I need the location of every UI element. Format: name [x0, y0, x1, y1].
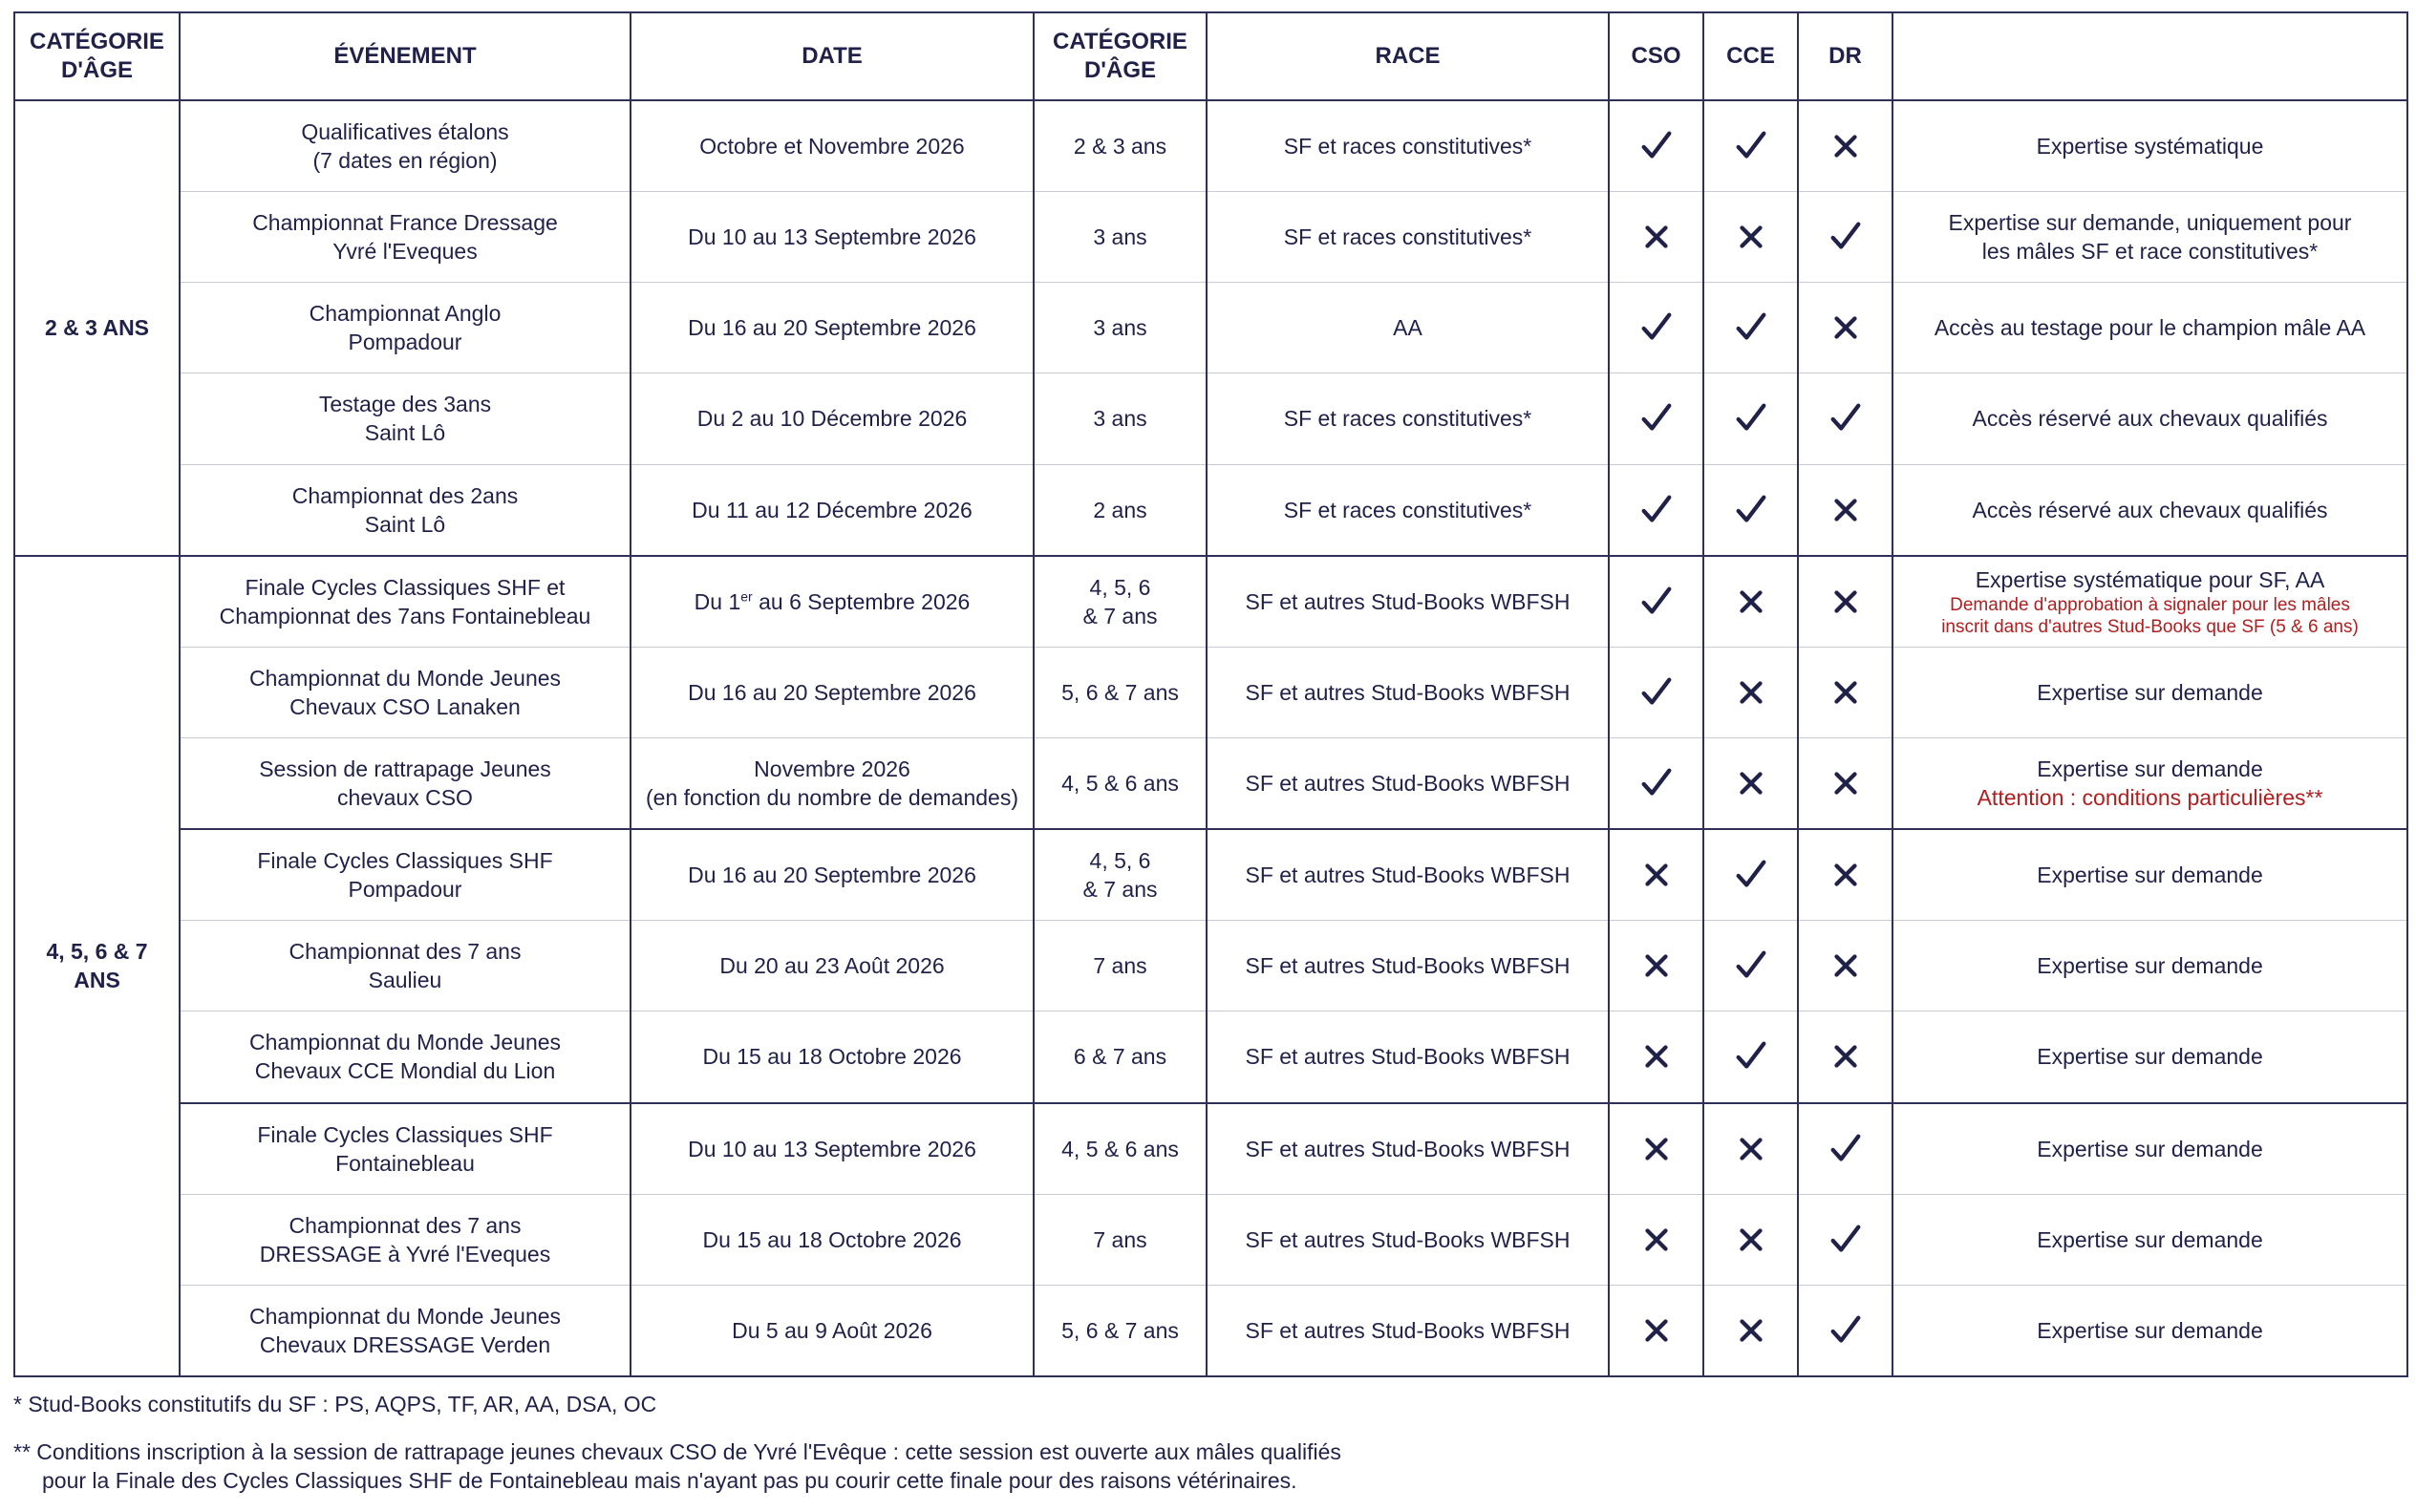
table-row — [14, 556, 2407, 648]
date-cell: Du 15 au 18 Octobre 2026 — [631, 1012, 1034, 1103]
race-cell: SF et autres Stud-Books WBFSH — [1207, 737, 1609, 829]
check-icon — [1733, 1038, 1769, 1075]
date-cell: Du 20 au 23 Août 2026 — [631, 921, 1034, 1012]
dr-cell — [1798, 1194, 1892, 1285]
note-text: Expertise sur demande — [2037, 1226, 2263, 1252]
table-body — [14, 100, 2407, 1376]
race-cell: SF et autres Stud-Books WBFSH — [1207, 1103, 1609, 1195]
category-cell: 5, 6 & 7 ans — [1034, 1285, 1207, 1376]
cce-cell — [1703, 464, 1798, 556]
header-cso: CSO — [1609, 12, 1703, 100]
note-text: Accès au testage pour le champion mâle AA — [1934, 315, 2366, 341]
note-text: Expertise sur demande — [2037, 1044, 2263, 1070]
check-icon — [1733, 400, 1769, 437]
race-cell: SF et autres Stud-Books WBFSH — [1207, 647, 1609, 737]
dr-cell — [1798, 647, 1892, 737]
check-icon — [1828, 219, 1864, 255]
dr-cell — [1798, 737, 1892, 829]
race-cell: AA — [1207, 283, 1609, 373]
cso-cell — [1609, 1012, 1703, 1103]
cross-icon — [1638, 1312, 1675, 1349]
check-icon — [1733, 492, 1769, 528]
check-icon — [1828, 1131, 1864, 1167]
category-cell: 7 ans — [1034, 1194, 1207, 1285]
check-icon — [1733, 948, 1769, 984]
cce-cell — [1703, 1194, 1798, 1285]
note-cell — [1892, 921, 2407, 1012]
note-cell — [1892, 1103, 2407, 1195]
header-row — [14, 12, 2407, 100]
race-cell: SF et races constitutives* — [1207, 373, 1609, 464]
event-cell: Finale Cycles Classiques SHF et Championnat des 7ans Fontainebleau — [180, 556, 631, 648]
event-cell: Championnat Anglo Pompadour — [180, 283, 631, 373]
note-cell — [1892, 829, 2407, 921]
cross-icon — [1638, 219, 1675, 255]
date-cell: Du 16 au 20 Septembre 2026 — [631, 829, 1034, 921]
event-cell: Finale Cycles Classiques SHF Fontainebleau — [180, 1103, 631, 1195]
table-row — [14, 1194, 2407, 1285]
note-cell — [1892, 647, 2407, 737]
table-row — [14, 1285, 2407, 1376]
category-cell: 7 ans — [1034, 921, 1207, 1012]
note-cell — [1892, 192, 2407, 283]
cso-cell — [1609, 1285, 1703, 1376]
category-cell: 4, 5 & 6 ans — [1034, 737, 1207, 829]
dr-cell — [1798, 373, 1892, 464]
race-cell: SF et autres Stud-Books WBFSH — [1207, 921, 1609, 1012]
cross-icon — [1638, 857, 1675, 893]
cso-cell — [1609, 192, 1703, 283]
race-cell: SF et autres Stud-Books WBFSH — [1207, 1194, 1609, 1285]
race-cell: SF et autres Stud-Books WBFSH — [1207, 556, 1609, 648]
events-table — [13, 11, 2408, 1377]
header-dr: DR — [1798, 12, 1892, 100]
note-warning-small: Demande d'approbation à signaler pour les mâles inscrit dans d'autres Stud-Books que SF (5 & 6 ans) — [1941, 594, 2359, 637]
header-race: RACE — [1207, 12, 1609, 100]
event-cell: Testage des 3ans Saint Lô — [180, 373, 631, 464]
race-cell: SF et races constitutives* — [1207, 464, 1609, 556]
check-icon — [1733, 128, 1769, 164]
note-text: Expertise sur demande — [2037, 679, 2263, 705]
note-cell — [1892, 1012, 2407, 1103]
cross-icon — [1828, 857, 1864, 893]
note-text: Expertise sur demande — [2037, 1136, 2263, 1161]
note-warning: Attention : conditions particulières** — [1977, 785, 2323, 811]
check-icon — [1638, 128, 1675, 164]
note-cell — [1892, 464, 2407, 556]
date-ordinal: er — [740, 588, 753, 605]
table-row — [14, 373, 2407, 464]
check-icon — [1733, 857, 1769, 893]
cce-cell — [1703, 921, 1798, 1012]
date-text: Du 1 — [694, 588, 741, 614]
event-cell: Championnat des 7 ans Saulieu — [180, 921, 631, 1012]
event-cell: Championnat du Monde Jeunes Chevaux DRESSAGE Verden — [180, 1285, 631, 1376]
cross-icon — [1828, 765, 1864, 801]
cross-icon — [1638, 1038, 1675, 1075]
dr-cell — [1798, 1285, 1892, 1376]
age-group-cell: 2 & 3 ANS — [14, 100, 180, 556]
header-event: ÉVÉNEMENT — [180, 12, 631, 100]
check-icon — [1638, 400, 1675, 437]
table-row — [14, 647, 2407, 737]
category-cell: 2 ans — [1034, 464, 1207, 556]
footnote-studbooks: * Stud-Books constitutifs du SF : PS, AQPS, TF, AR, AA, DSA, OC — [13, 1392, 657, 1416]
cce-cell — [1703, 100, 1798, 192]
cce-cell — [1703, 556, 1798, 648]
table-row — [14, 283, 2407, 373]
cso-cell — [1609, 647, 1703, 737]
check-icon — [1638, 674, 1675, 711]
cce-cell — [1703, 647, 1798, 737]
cross-icon — [1638, 1131, 1675, 1167]
date-cell: Du 16 au 20 Septembre 2026 — [631, 647, 1034, 737]
note-text: Expertise sur demande, uniquement pour les mâles SF et race constitutives* — [1948, 210, 2352, 265]
table-row — [14, 464, 2407, 556]
cross-icon — [1828, 674, 1864, 711]
check-icon — [1828, 1312, 1864, 1349]
cross-icon — [1828, 128, 1864, 164]
race-cell: SF et autres Stud-Books WBFSH — [1207, 1012, 1609, 1103]
note-cell — [1892, 556, 2407, 648]
table-row — [14, 1103, 2407, 1195]
category-cell: 4, 5, 6 & 7 ans — [1034, 556, 1207, 648]
date-cell — [631, 556, 1034, 648]
table-row — [14, 192, 2407, 283]
cce-cell — [1703, 283, 1798, 373]
header-note — [1892, 12, 2407, 100]
date-cell: Du 15 au 18 Octobre 2026 — [631, 1194, 1034, 1285]
cso-cell — [1609, 829, 1703, 921]
cce-cell — [1703, 737, 1798, 829]
note-cell — [1892, 1285, 2407, 1376]
dr-cell — [1798, 921, 1892, 1012]
race-cell: SF et races constitutives* — [1207, 100, 1609, 192]
header-age: CATÉGORIE D'ÂGE — [14, 12, 180, 100]
header-cce: CCE — [1703, 12, 1798, 100]
cross-icon — [1733, 584, 1769, 620]
cce-cell — [1703, 829, 1798, 921]
cce-cell — [1703, 1012, 1798, 1103]
cso-cell — [1609, 373, 1703, 464]
table-row — [14, 100, 2407, 192]
date-cell: Du 10 au 13 Septembre 2026 — [631, 192, 1034, 283]
category-cell: 4, 5 & 6 ans — [1034, 1103, 1207, 1195]
note-text: Expertise sur demande — [2037, 862, 2263, 888]
date-text: au 6 Septembre 2026 — [752, 588, 971, 614]
cross-icon — [1733, 674, 1769, 711]
cce-cell — [1703, 373, 1798, 464]
event-cell: Qualificatives étalons (7 dates en région) — [180, 100, 631, 192]
dr-cell — [1798, 100, 1892, 192]
event-cell: Championnat France Dressage Yvré l'Eveques — [180, 192, 631, 283]
cross-icon — [1828, 492, 1864, 528]
cso-cell — [1609, 100, 1703, 192]
table-row — [14, 1012, 2407, 1103]
race-cell: SF et autres Stud-Books WBFSH — [1207, 1285, 1609, 1376]
cce-cell — [1703, 1285, 1798, 1376]
category-cell: 3 ans — [1034, 192, 1207, 283]
table-row — [14, 829, 2407, 921]
dr-cell — [1798, 829, 1892, 921]
note-text: Accès réservé aux chevaux qualifiés — [1972, 406, 2328, 432]
category-cell: 2 & 3 ans — [1034, 100, 1207, 192]
dr-cell — [1798, 1012, 1892, 1103]
cross-icon — [1733, 1312, 1769, 1349]
check-icon — [1638, 309, 1675, 346]
cross-icon — [1638, 1222, 1675, 1258]
table-row — [14, 737, 2407, 829]
race-cell: SF et races constitutives* — [1207, 192, 1609, 283]
note-text: Expertise sur demande — [2037, 756, 2263, 782]
cce-cell — [1703, 1103, 1798, 1195]
date-cell: Du 11 au 12 Décembre 2026 — [631, 464, 1034, 556]
cross-icon — [1828, 584, 1864, 620]
header-category: CATÉGORIE D'ÂGE — [1034, 12, 1207, 100]
dr-cell — [1798, 1103, 1892, 1195]
event-cell: Championnat des 2ans Saint Lô — [180, 464, 631, 556]
check-icon — [1638, 584, 1675, 620]
category-cell: 3 ans — [1034, 283, 1207, 373]
check-icon — [1638, 492, 1675, 528]
category-cell: 4, 5, 6 & 7 ans — [1034, 829, 1207, 921]
event-cell: Finale Cycles Classiques SHF Pompadour — [180, 829, 631, 921]
race-cell: SF et autres Stud-Books WBFSH — [1207, 829, 1609, 921]
cso-cell — [1609, 737, 1703, 829]
check-icon — [1733, 309, 1769, 346]
cce-cell — [1703, 192, 1798, 283]
cross-icon — [1828, 948, 1864, 984]
note-cell — [1892, 100, 2407, 192]
cross-icon — [1828, 1038, 1864, 1075]
note-text: Accès réservé aux chevaux qualifiés — [1972, 497, 2328, 522]
note-text: Expertise systématique — [2036, 134, 2264, 160]
cso-cell — [1609, 921, 1703, 1012]
note-text: Expertise systématique pour SF, AA — [1975, 566, 2325, 592]
note-cell — [1892, 283, 2407, 373]
dr-cell — [1798, 464, 1892, 556]
note-cell — [1892, 737, 2407, 829]
date-cell: Du 2 au 10 Décembre 2026 — [631, 373, 1034, 464]
cross-icon — [1733, 1131, 1769, 1167]
cross-icon — [1828, 309, 1864, 346]
note-cell — [1892, 1194, 2407, 1285]
note-text: Expertise sur demande — [2037, 1317, 2263, 1343]
check-icon — [1828, 1222, 1864, 1258]
age-group-cell: 4, 5, 6 & 7 ANS — [14, 556, 180, 1376]
date-cell: Du 5 au 9 Août 2026 — [631, 1285, 1034, 1376]
dr-cell — [1798, 556, 1892, 648]
cso-cell — [1609, 464, 1703, 556]
cso-cell — [1609, 556, 1703, 648]
date-cell: Octobre et Novembre 2026 — [631, 100, 1034, 192]
event-cell: Championnat des 7 ans DRESSAGE à Yvré l'Eveques — [180, 1194, 631, 1285]
category-cell: 3 ans — [1034, 373, 1207, 464]
cso-cell — [1609, 283, 1703, 373]
category-cell: 6 & 7 ans — [1034, 1012, 1207, 1103]
footnote-conditions: ** Conditions inscription à la session de rattrapage jeunes chevaux CSO de Yvré l'Evêque : cette session est ouverte aux mâles qualifiés pour la Finale des Cycles Classiques SHF de Fontainebleau mais n'ayant pas pu courir cette finale pour des raisons vétérinaires. — [13, 1439, 1341, 1493]
cross-icon — [1638, 948, 1675, 984]
dr-cell — [1798, 192, 1892, 283]
check-icon — [1638, 765, 1675, 801]
date-cell: Du 16 au 20 Septembre 2026 — [631, 283, 1034, 373]
header-date: DATE — [631, 12, 1034, 100]
event-cell: Championnat du Monde Jeunes Chevaux CCE Mondial du Lion — [180, 1012, 631, 1103]
cso-cell — [1609, 1194, 1703, 1285]
check-icon — [1828, 400, 1864, 437]
dr-cell — [1798, 283, 1892, 373]
event-cell: Session de rattrapage Jeunes chevaux CSO — [180, 737, 631, 829]
date-cell: Novembre 2026 (en fonction du nombre de demandes) — [631, 737, 1034, 829]
footnotes — [13, 1390, 2392, 1495]
cross-icon — [1733, 1222, 1769, 1258]
cross-icon — [1733, 219, 1769, 255]
cross-icon — [1733, 765, 1769, 801]
event-cell: Championnat du Monde Jeunes Chevaux CSO Lanaken — [180, 647, 631, 737]
category-cell: 5, 6 & 7 ans — [1034, 647, 1207, 737]
note-text: Expertise sur demande — [2037, 953, 2263, 979]
note-cell — [1892, 373, 2407, 464]
table-row — [14, 921, 2407, 1012]
date-cell: Du 10 au 13 Septembre 2026 — [631, 1103, 1034, 1195]
cso-cell — [1609, 1103, 1703, 1195]
